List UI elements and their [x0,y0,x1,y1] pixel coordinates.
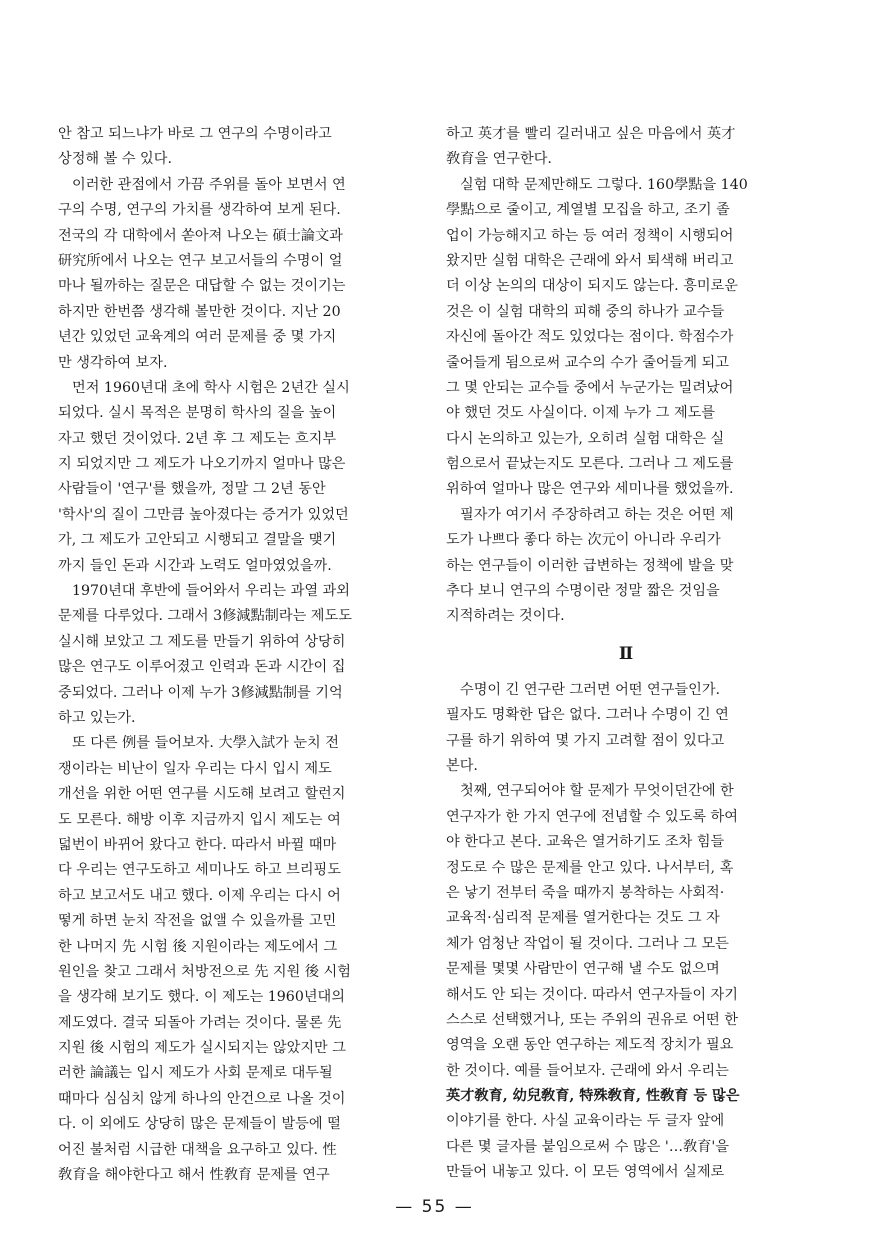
text-line: 研究所에서 나오는 연구 보고서들의 수명이 얼 [58,252,343,269]
text-line: 자고 했던 것이었다. 2년 후 그 제도는 흐지부 [58,430,337,447]
text-line: 추다 보니 연구의 수명이란 정말 짧은 것임을 [446,583,720,600]
text-line: 때마다 심심치 않게 하나의 안건으로 나올 것이 [58,1090,346,1107]
text-line: 하지만 한번쯤 생각해 볼만한 것이다. 지난 20 [58,303,341,320]
text-line: 은 낳기 전부터 죽을 때까지 봉착하는 사회적· [446,884,725,901]
text-line: 전국의 각 대학에서 쏟아져 나오는 碩士論文과 [58,227,343,244]
text-line: 필자가 여기서 주장하려고 하는 것은 어떤 제 [460,506,734,523]
text-line: 을 생각해 보기도 했다. 이 제도는 1960년대의 [58,989,345,1006]
text-line: 그 몇 안되는 교수들 중에서 누군가는 밀려났어 [446,379,734,396]
text-line: 줄어들게 됨으로써 교수의 수가 줄어들게 되고 [446,354,729,371]
text-line: 연구자가 한 가지 연구에 전념할 수 있도록 하여 [446,808,738,825]
text-line: 하고 있는가. [58,709,136,726]
text-line: 중되었다. 그러나 이제 누가 3修減點制를 기억 [58,684,343,701]
text-line: 스스로 선택했거나, 또는 주위의 권유로 어떤 한 [446,1011,738,1028]
text-line: '학사'의 질이 그만큼 높아졌다는 증거가 있었던 [58,506,349,523]
text-line: 만들어 내놓고 있다. 이 모든 영역에서 실제로 [446,1164,725,1181]
text-line: 야 한다고 본다. 교육은 열거하기도 조차 힘들 [446,834,725,851]
text-line: 개선을 위한 어떤 연구를 시도해 보려고 할런지 [58,786,346,803]
text-line: 마나 될까하는 질문은 대답할 수 없는 것이기는 [58,278,346,295]
text-line: 英才敎育, 幼兒敎育, 特殊敎育, 性敎育 등 많은 [446,1088,740,1105]
text-line: 더 이상 논의의 대상이 되지도 않는다. 흥미로운 [446,278,738,295]
text-line: 먼저 1960년대 초에 학사 시험은 2년간 실시 [72,379,350,396]
text-line: 정도로 수 많은 문제를 안고 있다. 나서부터, 혹 [446,859,734,876]
text-line: 가, 그 제도가 고안되고 시행되고 결말을 맺기 [58,532,337,549]
text-line: 왔지만 실험 대학은 근래에 와서 퇴색해 버리고 [446,252,734,269]
text-line: 구의 수명, 연구의 가치를 생각하여 보게 된다. [58,202,341,219]
text-line: 본다. [446,757,478,774]
text-line: 교육적·심리적 문제를 열거한다는 것도 그 자 [446,910,720,927]
text-line: 敎育을 연구한다. [446,151,552,168]
text-line: 많은 연구도 이루어졌고 인력과 돈과 시간이 집 [58,659,346,676]
text-line: 사람들이 '연구'를 했을까, 정말 그 2년 동안 [58,481,326,498]
right-column-bottom-text [446,678,806,1186]
text-line: 원인을 찾고 그래서 처방전으로 先 지원 後 시험 [58,963,351,980]
text-line: 이야기를 한다. 사실 교육이라는 두 글자 앞에 [446,1113,725,1130]
text-line: 안 참고 되느냐가 바로 그 연구의 수명이라고 [58,126,332,142]
text-line: 실험 대학 문제만해도 그렇다. 160學點을 140 [460,176,748,193]
text-line: 위하여 얼마나 많은 연구와 세미나를 했었을까. [446,481,734,498]
text-line: 덟번이 바뀌어 왔다고 한다. 따라서 바뀔 때마 [58,836,337,853]
text-line: 야 했던 것도 사실이다. 이제 누가 그 제도를 [446,405,716,422]
text-line: 자신에 돌아간 적도 있었다는 점이다. 학점수가 [446,329,734,346]
text-line: 또 다른 例를 들어보자. 大學入試가 눈치 전 [72,735,339,752]
text-line: 지원 後 시험의 제도가 실시되지는 않았지만 그 [58,1040,346,1057]
text-line: 구를 하기 위하여 몇 가지 고려할 점이 있다고 [446,732,725,749]
text-line: 필자도 명확한 답은 없다. 그러나 수명이 긴 연 [446,707,729,724]
page-number: — 55 — [395,1197,474,1217]
text-line: 이러한 관점에서 가끔 주위를 돌아 보면서 연 [72,176,346,193]
text-line: 지 되었지만 그 제도가 나오기까지 얼마나 많은 [58,456,346,473]
text-line: 것은 이 실험 대학의 피해 중의 하나가 교수들 [446,303,725,320]
text-line: 떻게 하면 눈치 작전을 없앨 수 있을까를 고민 [58,913,337,930]
text-line: 도 모른다. 해방 이후 지금까지 입시 제도는 여 [58,811,341,828]
right-column-top-text [446,122,806,630]
text-line: 러한 論議는 입시 제도가 사회 문제로 대두될 [58,1065,333,1082]
text-line: 상정해 볼 수 있다. [58,151,172,168]
text-line: 까지 들인 돈과 시간과 노력도 얼마였었을까. [58,557,332,574]
text-line: 만 생각하여 보자. [58,354,168,371]
text-line: 되었다. 실시 목적은 분명히 학사의 질을 높이 [58,405,337,422]
text-line: 업이 가능해지고 하는 등 여러 정책이 시행되어 [446,227,734,244]
right-text-column [446,122,806,1186]
text-line: 지적하려는 것이다. [446,608,565,625]
text-line: 한 것이다. 예를 들어보자. 근래에 와서 우리는 [446,1062,729,1079]
text-line: 어진 불처럼 시급한 대책을 요구하고 있다. 性 [58,1141,337,1158]
text-line: 1970년대 후반에 들어와서 우리는 과열 과외 [72,583,350,600]
text-line: 한 나머지 先 시험 後 지원이라는 제도에서 그 [58,938,338,955]
text-line: 해서도 안 되는 것이다. 따라서 연구자들이 자기 [446,986,738,1003]
text-line: 하고 보고서도 내고 했다. 이제 우리는 다시 어 [58,887,341,904]
text-line: 다. 이 외에도 상당히 많은 문제들이 발등에 떨 [58,1116,341,1133]
text-line: 다 우리는 연구도하고 세미나도 하고 브리핑도 [58,862,341,879]
left-text-column [58,122,418,1188]
text-line: 문제를 다루었다. 그래서 3修減點制라는 제도도 [58,608,352,625]
text-line: 첫째, 연구되어야 할 문제가 무엇이던간에 한 [460,783,734,800]
text-line: 쟁이라는 비난이 일자 우리는 다시 입시 제도 [58,760,332,777]
text-line: 다른 몇 글자를 붙임으로써 수 많은 '…敎育'을 [446,1138,729,1155]
text-line: 제도였다. 결국 되돌아 가려는 것이다. 물론 先 [58,1014,342,1031]
text-line: 하는 연구들이 이러한 급변하는 정책에 발을 맞 [446,557,734,574]
text-line: 문제를 몇몇 사람만이 연구해 낼 수도 없으며 [446,961,720,978]
text-line: 다시 논의하고 있는가, 오히려 실험 대학은 실 [446,430,725,447]
section-heading: Ⅱ [618,643,634,664]
text-line: 하고 英才를 빨리 길러내고 싶은 마음에서 英才 [446,126,736,142]
text-line: 체가 엄청난 작업이 될 것이다. 그러나 그 모든 [446,935,729,952]
text-line: 도가 나쁘다 좋다 하는 次元이 아니라 우리가 [446,532,721,549]
text-line: 敎育을 해야한다고 해서 性敎育 문제를 연구 [58,1167,330,1184]
text-line: 실시해 보았고 그 제도를 만들기 위하여 상당히 [58,633,346,650]
text-line: 영역을 오랜 동안 연구하는 제도적 장치가 필요 [446,1037,734,1054]
text-line: 學點으로 줄이고, 계열별 모집을 하고, 조기 졸 [446,202,730,219]
text-line: 수명이 긴 연구란 그러면 어떤 연구들인가. [460,681,721,698]
text-line: 험으로서 끝났는지도 모른다. 그러나 그 제도를 [446,456,734,473]
text-line: 년간 있었던 교육계의 여러 문제를 중 몇 가지 [58,329,337,346]
